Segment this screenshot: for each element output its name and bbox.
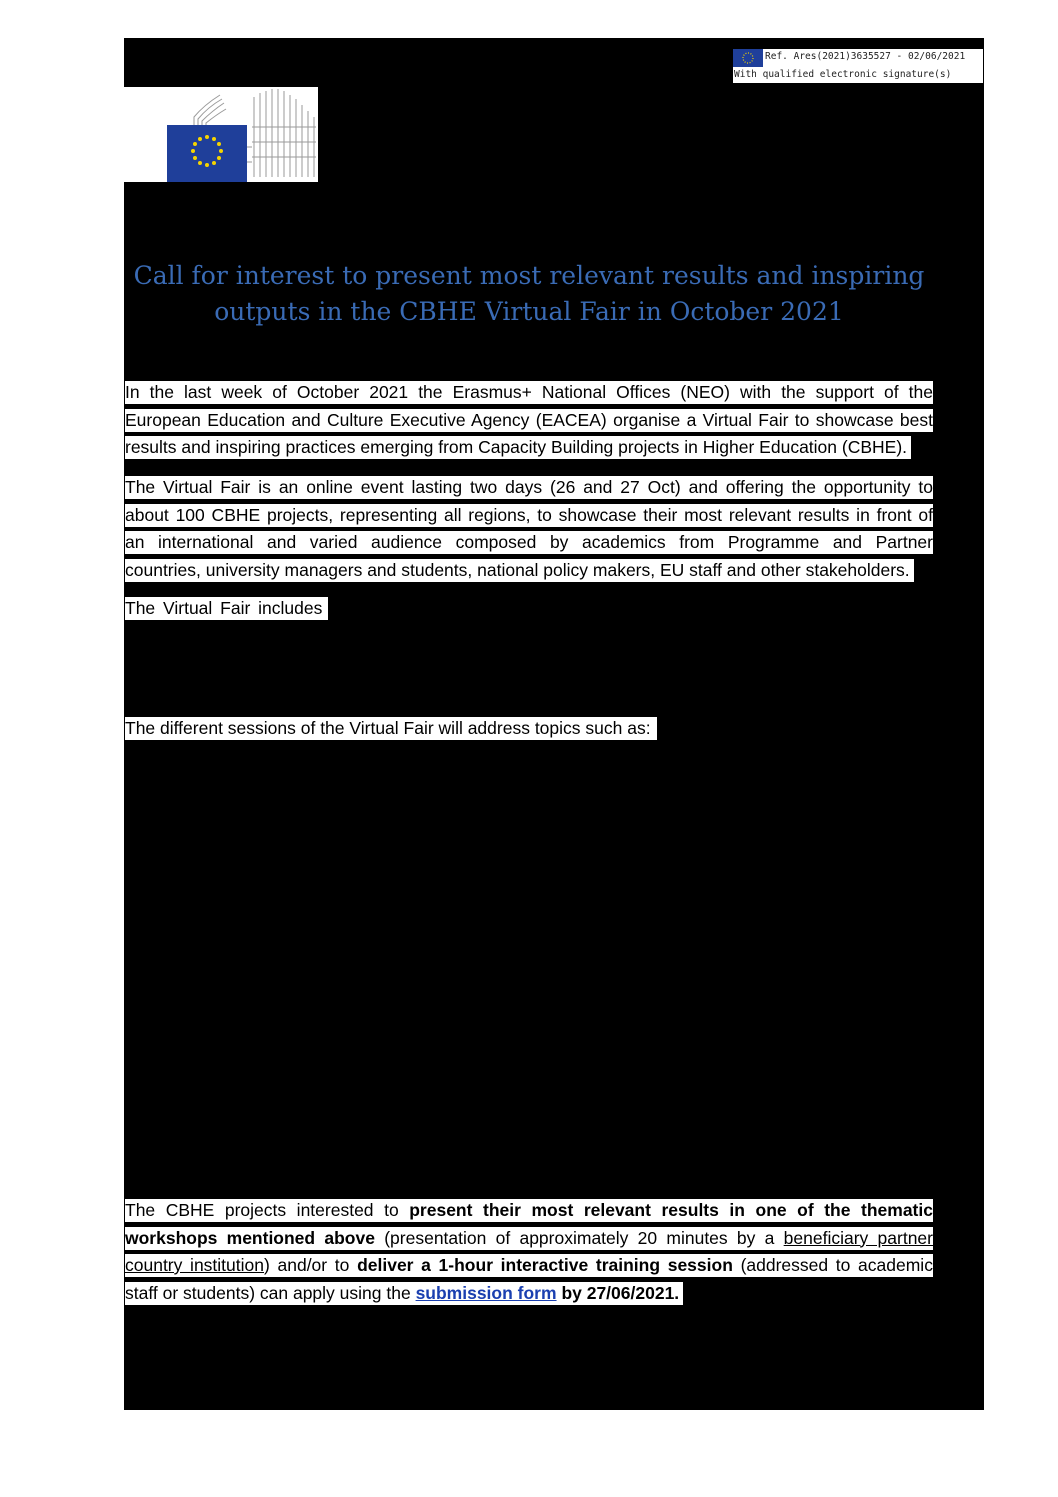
title-line-1: Call for interest to present most relevant results and inspiring (133, 261, 925, 290)
fair-description-paragraph (125, 476, 933, 595)
intro-line-1: In the last week of October 2021 the Erasmus+ National Offices (NEO) with the support of the (125, 382, 933, 402)
application-paragraph (125, 1199, 933, 1318)
fair-includes-text: The Virtual Fair includes (125, 597, 328, 620)
intro-line-3: results and inspiring practices emerging from Capacity Building projects in Higher Education (CBHE). (125, 436, 911, 459)
european-commission-logo (124, 87, 318, 182)
apply-line-1: The CBHE projects interested to present their most relevant results in one of the thematic (125, 1200, 933, 1220)
fair-line-3: an international and varied audience composed by academics from Programme and Partner (125, 532, 933, 552)
submission-form-link[interactable]: submission form (415, 1282, 557, 1303)
reference-stamp (733, 49, 983, 83)
fair-line-4: countries, university managers and students, national policy makers, EU staff and other stakeholders. (125, 559, 914, 582)
intro-line-2: European Education and Culture Executive Agency (EACEA) organise a Virtual Fair to showcase best (125, 409, 933, 430)
eu-flag-icon (733, 49, 763, 67)
sessions-topics-text: The different sessions of the Virtual Fair will address topics such as: (125, 717, 657, 740)
apply-line-3: country institution) and/or to deliver a 1-hour interactive training session (addressed to academic (125, 1255, 933, 1275)
apply-line-4: staff or students) can apply using the submission form by 27/06/2021. (125, 1282, 683, 1305)
fair-line-1: The Virtual Fair is an online event lasting two days (26 and 27 Oct) and offering the opportunity to (125, 477, 933, 497)
intro-paragraph (125, 381, 933, 472)
title-line-2: outputs in the CBHE Virtual Fair in October 2021 (214, 297, 844, 326)
fair-line-2: about 100 CBHE projects, representing all regions, to showcase their most relevant results in front of (125, 504, 933, 525)
apply-line-2: workshops mentioned above (presentation of approximately 20 minutes by a beneficiary partner (125, 1227, 933, 1248)
signature-note: With qualified electronic signature(s) (734, 69, 952, 80)
reference-number: Ref. Ares(2021)3635527 - 02/06/2021 (765, 51, 966, 62)
page-title (124, 258, 934, 330)
